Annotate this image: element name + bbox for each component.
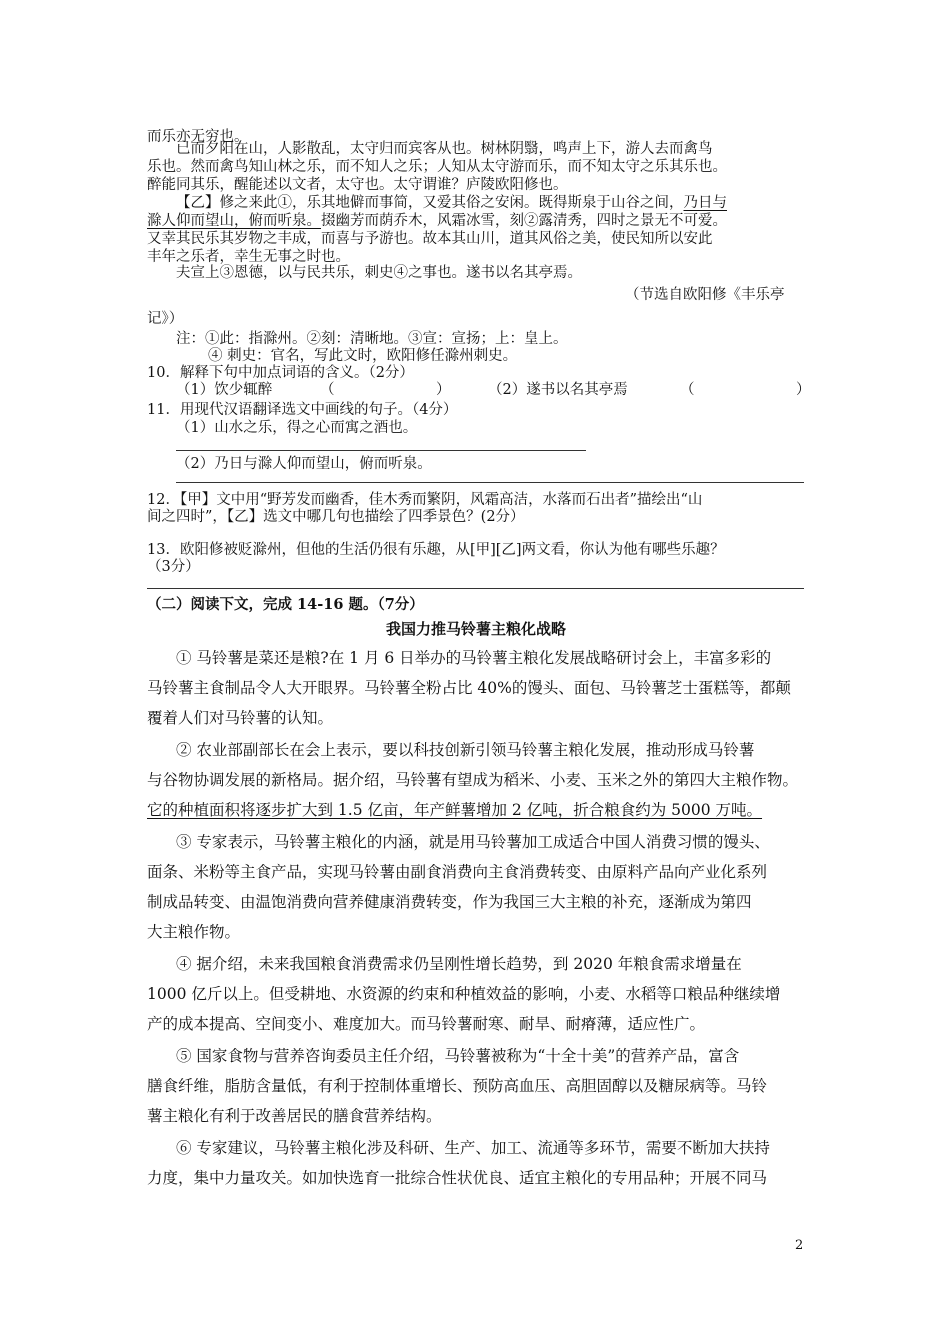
text-span: 【乙】修之来此①，乐其地僻而事简，又爱其俗之安闲。既得斯泉于山谷之间， — [176, 195, 684, 211]
text-span: 掇幽芳而荫乔木，风霜冰雪，刻②露清秀，四时之景无不可爱。 — [321, 213, 727, 229]
question-13: 13．欧阳修被贬滁州，但他的生活仍很有乐趣，从[甲][乙]两文看，你认为他有哪些乐趣？ — [147, 542, 725, 558]
paragraph-line: ④ 据介绍，未来我国粮食消费需求仍呈刚性增长趋势，到 2020 年粮食需求增量在 — [176, 955, 742, 973]
paragraph-line: ③ 专家表示，马铃薯主粮化的内涵，就是用马铃薯加工成适合中国人消费习惯的馒头、 — [176, 833, 770, 851]
paragraph-line: ⑤ 国家食物与营养咨询委员主任介绍，马铃薯被称为“十全十美”的营养产品，富含 — [176, 1047, 740, 1065]
paragraph-line: 制成品转变、由温饱消费向营养健康消费转变，作为我国三大主粮的补充，逐渐成为第四 — [147, 893, 752, 911]
paragraph-line: ② 农业部副部长在会上表示，要以科技创新引领马铃薯主粮化发展，推动形成马铃薯 — [176, 741, 755, 759]
paragraph-line: ⑥ 专家建议，马铃薯主粮化涉及科研、生产、加工、流通等多环节，需要不断加大扶持 — [176, 1139, 770, 1157]
article-title: 我国力推马铃薯主粮化战略 — [386, 620, 567, 638]
text-line: 醉能同其乐，醒能述以文者，太守也。太守谓谁？庐陵欧阳修也。 — [147, 177, 568, 193]
paragraph-line: 覆着人们对马铃薯的认知。 — [147, 709, 334, 727]
answer-line[interactable] — [176, 450, 586, 451]
annotation-line: ④ 刺史：官名，写此文时，欧阳修任滁州刺史。 — [208, 348, 518, 364]
question-11-item-2: （2）乃日与滁人仰而望山，俯而听泉。 — [176, 456, 432, 472]
paragraph-line: 产的成本提高、空间变小、难度加大。而马铃薯耐寒、耐旱、耐瘠薄，适应性广。 — [147, 1015, 706, 1033]
underlined-sentence: 它的种植面积将逐步扩大到 1.5 亿亩，年产鲜薯增加 2 亿吨，折合粮食约为 5000 万吨。 — [147, 801, 763, 819]
paragraph-line: 大主粮作物。 — [147, 923, 241, 941]
answer-line[interactable] — [176, 482, 804, 483]
question-10: 10．解释下句中加点词语的含义。（2分） — [147, 365, 414, 381]
text-line: 乐也。然而禽鸟知山林之乐，而不知人之乐；人知从太守游而乐，而不知太守之乐其乐也。 — [147, 159, 727, 175]
text-line — [176, 194, 727, 212]
text-line: 夫宣上③恩德，以与民共乐，刺史④之事也。遂书以名其亭焉。 — [176, 265, 582, 281]
text-line: 而乐亦无穷也。 — [147, 129, 249, 145]
annotation-line: 注：①此：指滁州。②刻：清晰地。③宣：宣扬；上：皇上。 — [176, 331, 568, 347]
underlined-sentence: 滁人仰而望山，俯而听泉。 — [147, 213, 321, 229]
paragraph-line: 膳食纤维，脂肪含量低，有利于控制体重增长、预防高血压、高胆固醇以及糖尿病等。马铃 — [147, 1077, 768, 1095]
text-line: 又幸其民乐其岁物之丰成，而喜与予游也。故本其山川，道其风俗之美，使民知所以安此 — [147, 231, 713, 247]
question-12: 间之四时”，【乙】选文中哪几句也描绘了四季景色？(2分） — [147, 509, 525, 525]
question-11-item-1: （1）山水之乐，得之心而寓之酒也。 — [176, 420, 418, 436]
answer-line[interactable] — [147, 588, 804, 589]
source-citation: （节选自欧阳修《丰乐亭 — [625, 287, 785, 303]
text-line: 已而夕阳在山，人影散乱，太守归而宾客从也。树林阴翳，鸣声上下，游人去而禽鸟 — [176, 141, 713, 157]
paragraph-line: ① 马铃薯是菜还是粮?在 1 月 6 日举办的马铃薯主粮化发展战略研讨会上，丰富多彩的 — [176, 649, 772, 667]
question-13: （3分） — [147, 559, 200, 575]
answer-blank-paren[interactable]: （ ） — [320, 382, 451, 398]
paragraph-line: 面条、米粉等主食产品，实现马铃薯由副食消费向主食消费转变、由原料产品向产业化系列 — [147, 863, 768, 881]
paragraph-line: 与谷物协调发展的新格局。据介绍，马铃薯有望成为稻米、小麦、玉米之外的第四大主粮作物。 — [147, 771, 799, 789]
underlined-sentence: 乃日与 — [683, 195, 727, 211]
question-11: 11．用现代汉语翻译选文中画线的句子。（4分） — [147, 402, 458, 418]
section-heading: （二）阅读下文，完成 14-16 题。（7分） — [147, 596, 424, 613]
paragraph-line: 薯主粮化有利于改善居民的膳食营养结构。 — [147, 1107, 442, 1125]
page-number: 2 — [795, 1238, 804, 1253]
paragraph-line: 1000 亿斤以上。但受耕地、水资源的约束和种植效益的影响，小麦、水稻等口粮品种继续增 — [147, 985, 781, 1003]
text-line — [147, 212, 727, 230]
paragraph-line: 力度，集中力量攻关。如加快选育一批综合性状优良、适宜主粮化的专用品种；开展不同马 — [147, 1169, 768, 1187]
question-10-item-2: （2）遂书以名其亭焉 — [488, 382, 628, 398]
question-12: 12．【甲】文中用“野芳发而幽香，佳木秀而繁阴，风霜高洁，水落而石出者”描绘出“山 — [147, 492, 703, 508]
source-citation: 记》） — [147, 311, 184, 327]
text-line: 丰年之乐者，幸生无事之时也。 — [147, 249, 350, 265]
answer-blank-paren[interactable]: （ ） — [680, 382, 811, 398]
paragraph-line: 马铃薯主食制品令人大开眼界。马铃薯全粉占比 40%的馒头、面包、马铃薯芝士蛋糕等，都颠 — [147, 679, 791, 697]
question-10-item-1: （1）饮少辄醉 — [176, 382, 273, 398]
